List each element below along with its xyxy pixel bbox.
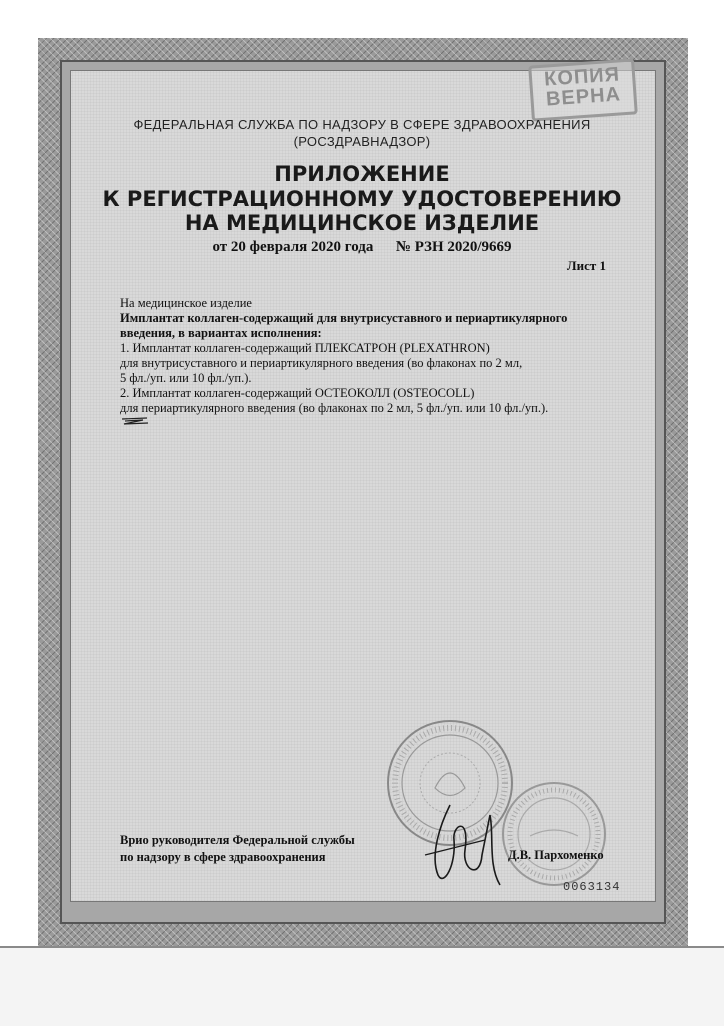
handwritten-signature-icon (410, 795, 520, 895)
item2-line2: для периартикулярного введения (во флаконах по 2 мл, 5 фл./уп. или 10 фл./уп.). (120, 401, 549, 415)
item1-line3: 5 фл./уп. или 10 фл./уп.). (120, 371, 252, 385)
signatory-name: Д.В. Пархоменко (508, 848, 604, 862)
intro-text: На медицинское изделие (120, 296, 252, 310)
title-line1: ПРИЛОЖЕНИЕ (274, 162, 450, 186)
item1-line1: 1. Имплантат коллаген-содержащий ПЛЕКСАТРОН (PLEXATHRON) (120, 341, 490, 355)
title-line3: НА МЕДИЦИНСКОЕ ИЗДЕЛИЕ (184, 211, 540, 235)
item2-line1: 2. Имплантат коллаген-содержащий ОСТЕОКОЛЛ (OSTEOCOLL) (120, 386, 475, 400)
product-name-line2: введения, в вариантах исполнения: (120, 326, 322, 340)
item1-line2: для внутрисуставного и периартикулярного введения (во флаконах по 2 мл, (120, 356, 523, 370)
position-line1: Врио руководителя Федеральной службы (120, 833, 355, 847)
title-line2: К РЕГИСТРАЦИОННОМУ УДОСТОВЕРЕНИЮ (102, 187, 622, 211)
product-name-line1: Имплантат коллаген-содержащий для внутрисуставного и периартикулярного (120, 311, 568, 325)
document-body (120, 296, 600, 416)
agency-name: ФЕДЕРАЛЬНАЯ СЛУЖБА ПО НАДЗОРУ В СФЕРЕ ЗДРАВООХРАНЕНИЯ (133, 117, 591, 132)
scan-background (0, 946, 724, 1026)
document-dateline (90, 239, 634, 256)
date-prefix: от (212, 239, 228, 255)
copy-certified-stamp (528, 58, 638, 121)
agency-abbreviation: (РОСЗДРАВНАДЗОР) (293, 134, 431, 149)
copy-stamp-line2: ВЕРНА (545, 83, 622, 111)
position-line2: по надзору в сфере здравоохранения (120, 850, 326, 864)
sheet-number: Лист 1 (566, 258, 606, 273)
end-of-text-mark (121, 416, 149, 426)
document-number: РЗН 2020/9669 (414, 239, 512, 255)
number-prefix: № (395, 239, 411, 255)
copy-stamp-line1: КОПИЯ (543, 63, 621, 91)
document-date: 20 февраля 2020 года (230, 239, 374, 255)
serial-number: 0063134 (563, 880, 621, 894)
signatory-position (120, 832, 355, 866)
